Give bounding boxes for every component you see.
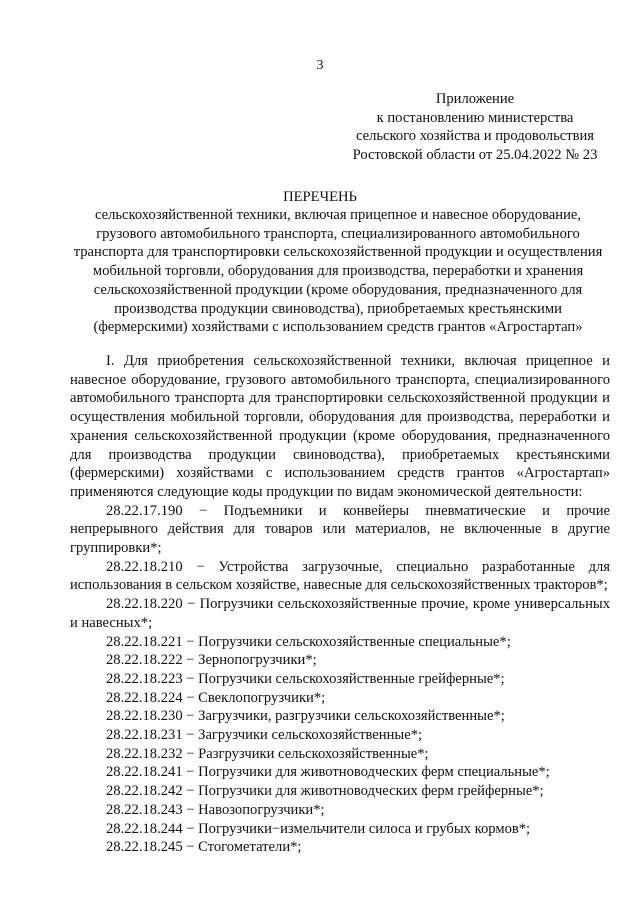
appendix-line: Приложение [435, 91, 515, 107]
appendix-line: сельского хозяйства и продовольствия [355, 128, 595, 145]
list-item: 28.22.18.230 − Загрузчики, разгрузчики сельскохозяйственные*; [106, 708, 505, 725]
list-item: 28.22.18.210 − Устройства загрузочные, специально разработанные для использования в сельском хозяйстве, навесные для сельскохозяйственных тракторов*; [70, 558, 610, 594]
appendix-line: Ростовской области от 25.04.2022 № 23 [352, 147, 598, 164]
list-item: 28.22.18.243 − Навозопогрузчики*; [106, 801, 325, 818]
document-subtitle: сельскохозяйственной техники, включая прицепное и навесное оборудование, грузового автомобильного транспорта, специализированного автомобильного транспорта для транспортировки сельскохозяйственной продукции и осуществления мобильной торговли, оборудования для производства, переработки и хранения сельскохозяйственной продукции (кроме оборудования, предназначенного для производства продукции свиноводства), приобретаемых крестьянскими (фермерскими) хозяйствами с использованием средств грантов «Агростартап» [73, 207, 603, 336]
list-item: 28.22.18.245 − Стогометатели*; [106, 839, 302, 856]
list-item: 28.22.18.241 − Погрузчики для животноводческих ферм специальные*; [106, 764, 550, 781]
page-number: 3 [316, 58, 324, 73]
list-item: 28.22.18.221 − Погрузчики сельскохозяйственные специальные*; [106, 633, 511, 650]
appendix-block [345, 90, 605, 165]
list-item: 28.22.18.232 − Разгрузчики сельскохозяйственные*; [106, 745, 429, 762]
list-item: 28.22.18.220 − Погрузчики сельскохозяйственные прочие, кроме универсальных и навесных*; [70, 596, 610, 631]
list-item: 28.22.18.231 − Загрузчики сельскохозяйственные*; [106, 727, 423, 744]
list-item: 28.22.18.242 − Погрузчики для животноводческих ферм грейферные*; [106, 783, 544, 800]
intro-paragraph: I. Для приобретения сельскохозяйственной техники, включая прицепное и навесное оборудование, грузового автомобильного транспорта, специализированного автомобильного транспорта для транспортировки сельскохозяйственной продукции и осуществления мобильной торговли, оборудования для производства, переработки и хранения сельскохозяйственной продукции (кроме оборудования, предназначенного для производства продукции свиноводства), приобретаемых крестьянскими (фермерскими) хозяйствами с использованием средств грантов «Агростартап» применяются следующие коды продукции по видам экономической деятельности: [70, 353, 610, 500]
list-item: 28.22.18.222 − Зернопогрузчики*; [106, 652, 317, 669]
list-item: 28.22.17.190 − Подъемники и конвейеры пневматические и прочие непрерывного действия для товаров или материалов, не включенные в другие группировки*; [70, 502, 610, 557]
list-item: 28.22.18.244 − Погрузчики−измельчители силоса и грубых кормов*; [106, 820, 531, 837]
document-title: ПЕРЕЧЕНЬ [283, 189, 357, 205]
list-item: 28.22.18.223 − Погрузчики сельскохозяйственные грейферные*; [106, 670, 505, 687]
appendix-line: к постановлению министерства [376, 109, 574, 126]
document-body [70, 352, 610, 857]
list-item: 28.22.18.224 − Свеклопогрузчики*; [106, 689, 326, 706]
